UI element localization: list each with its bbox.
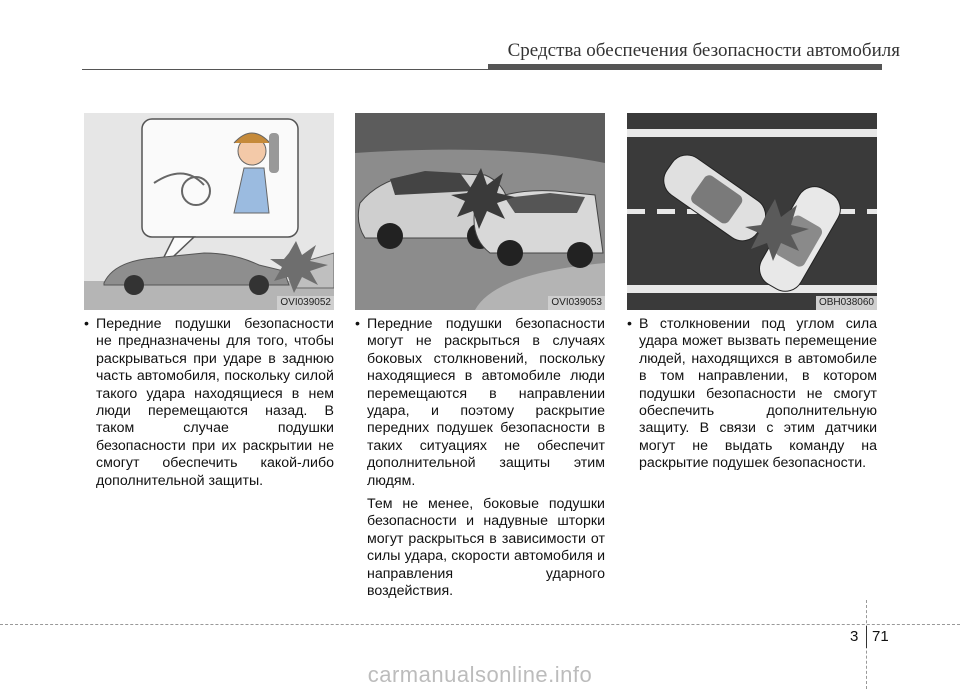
figure-caption: OBH038060 — [816, 296, 877, 310]
side-impact-figure — [355, 113, 605, 310]
bullet-item — [84, 316, 334, 490]
angled-impact-figure — [627, 113, 877, 310]
footer-divider — [0, 624, 960, 625]
chapter-number: 3 — [850, 628, 859, 645]
bullet-mark: • — [627, 316, 632, 332]
bullet-mark: • — [84, 316, 89, 332]
rear-impact-figure — [84, 113, 334, 310]
text-column-3 — [627, 316, 877, 473]
text-column-2 — [355, 316, 605, 601]
bullet-item — [627, 316, 877, 473]
page-number-divider — [866, 626, 867, 648]
paragraph-text: Тем не менее, боковые подушки безопасности и надувные шторки могут раскрыться в зависимости от силы удара, скорости автомобиля и направления ударного воздействия. — [367, 496, 605, 600]
bullet-item — [355, 316, 605, 490]
watermark-text: carmanualsonline.info — [367, 662, 593, 687]
rear-impact-illustration — [84, 113, 334, 310]
text-column-1 — [84, 316, 334, 490]
angled-impact-illustration — [627, 113, 877, 310]
page-header-title: Средства обеспечения безопасности автомобиля — [507, 40, 900, 61]
header-bar — [488, 64, 882, 70]
bullet-text: В столкновении под углом сила удара может вызвать перемещение людей, находящихся в автомобиле в том направлении, в котором подушки безопасности не смогут обеспечить дополнительную защиту. В связи с этим датчики могут не выдать команду на раскрытие подушек безопасности. — [639, 316, 877, 472]
bullet-mark: • — [355, 316, 360, 332]
figure-caption: OVI039053 — [548, 296, 605, 310]
figure-caption: OVI039052 — [277, 296, 334, 310]
side-impact-illustration — [355, 113, 605, 310]
bullet-text: Передние подушки безопасности могут не раскрыться в случаях боковых столкновений, поскольку находящиеся в автомобиле люди перемещаются в направлении удара, и поэтому раскрытие передних подушек безопасности в таких ситуациях не обеспечит дополнительной защиты этим людям. — [367, 316, 605, 489]
bullet-text: Передние подушки безопасности не предназначены для того, чтобы раскрываться при ударе в заднюю часть автомобиля, поскольку силой такого удара находящиеся в нем люди перемещаются назад. В таком случае подушки безопасности при их раскрытии не смогут обеспечить какой-либо дополнительной защиты. — [96, 316, 334, 489]
page-number: 71 — [872, 628, 889, 645]
